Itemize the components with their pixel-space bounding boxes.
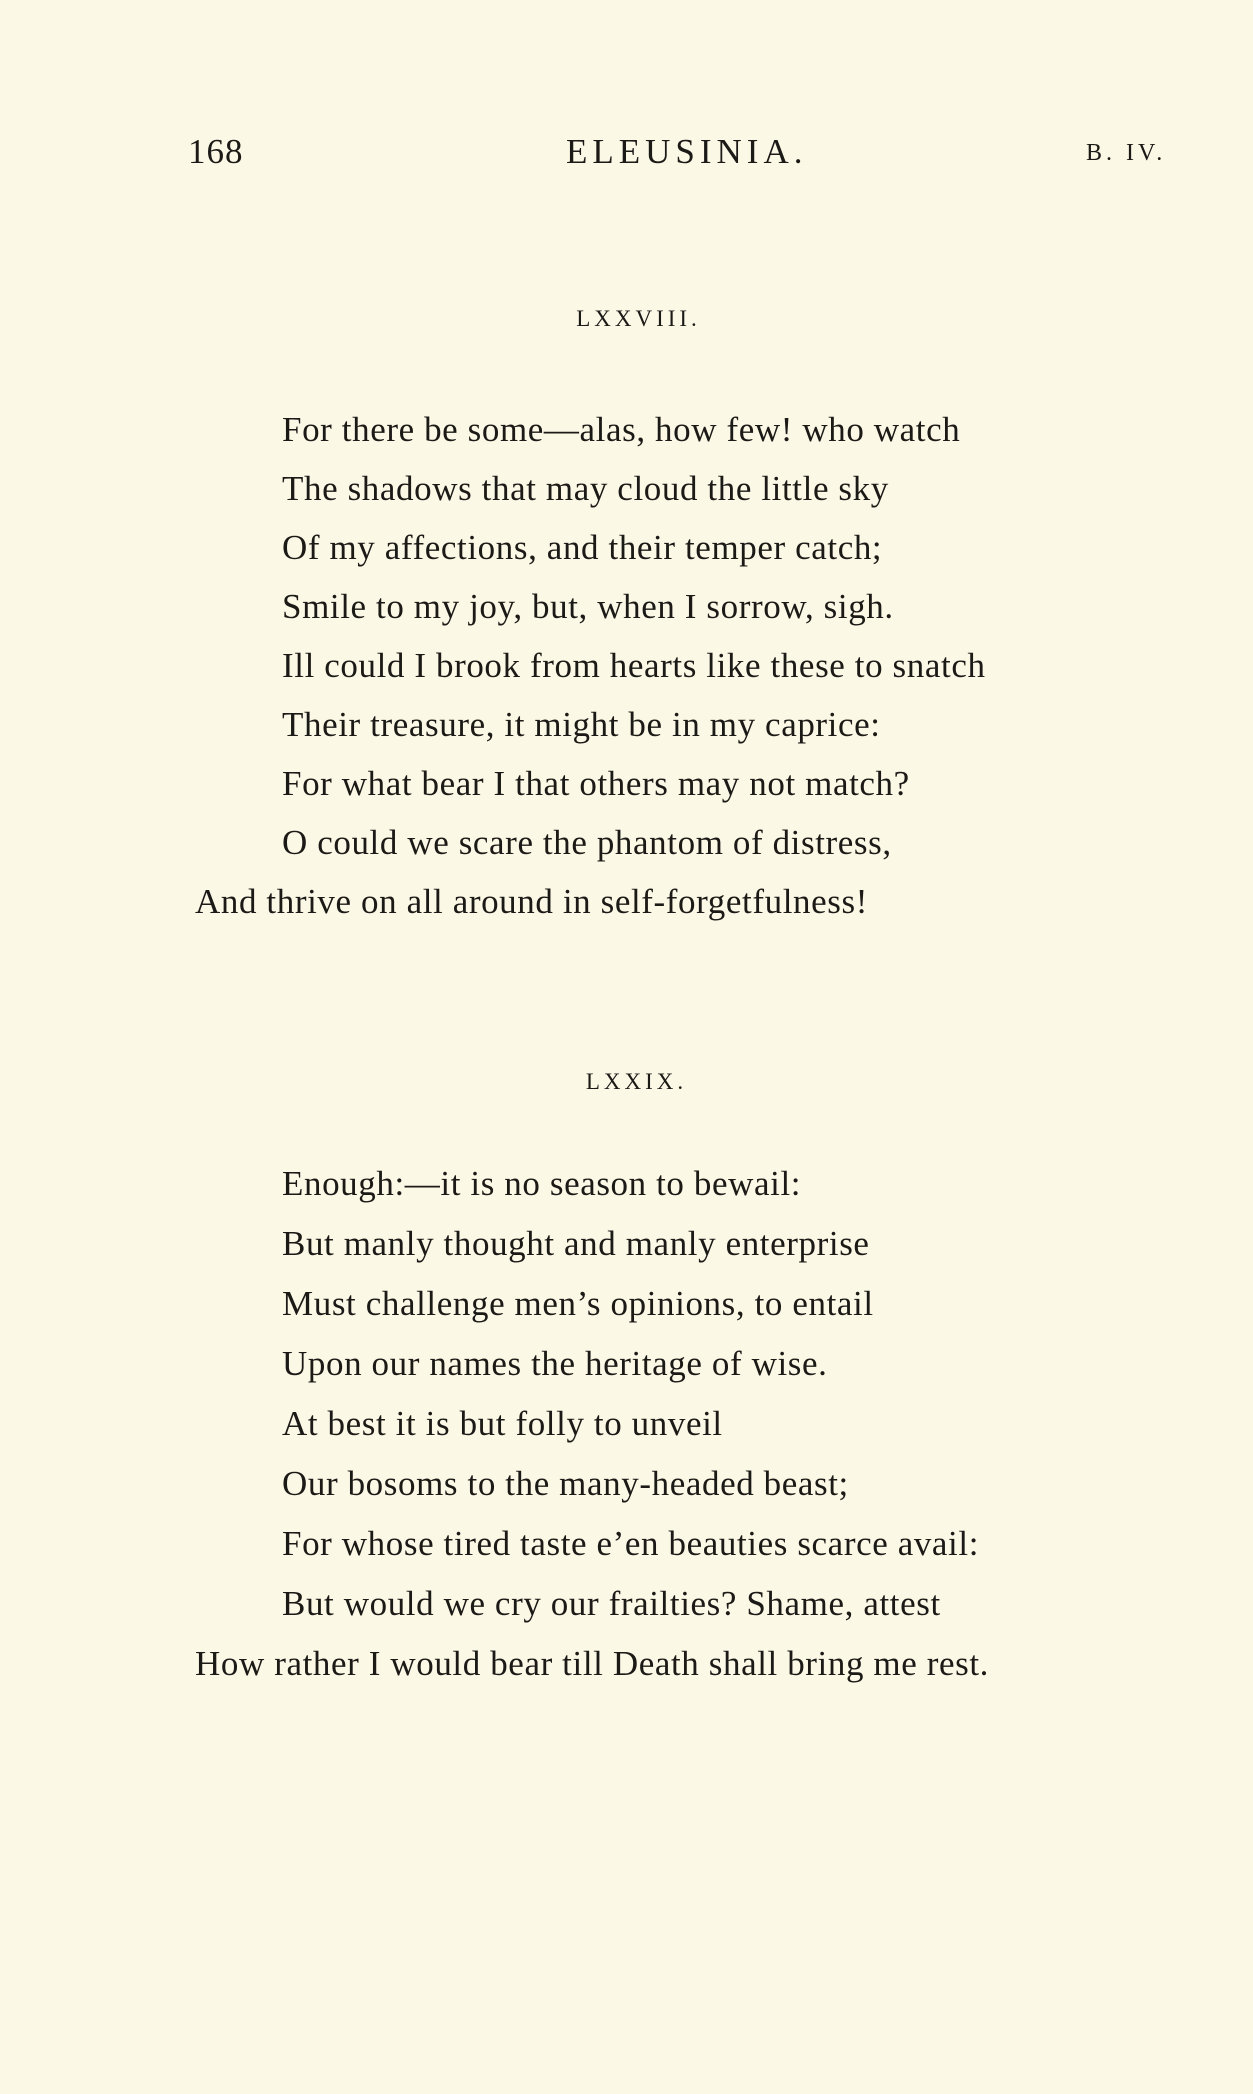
- running-head: [0, 132, 1253, 182]
- verse-line: And thrive on all around in self-forgetfulness!: [195, 882, 868, 921]
- verse-line: Ill could I brook from hearts like these to snatch: [282, 646, 986, 685]
- page-number: 168: [188, 132, 244, 171]
- verse-line: At best it is but folly to unveil: [282, 1404, 723, 1443]
- verse-line: Enough:—it is no season to bewail:: [282, 1164, 802, 1203]
- verse-line: But would we cry our frailties? Shame, attest: [282, 1584, 941, 1623]
- verse-line: Our bosoms to the many-headed beast;: [282, 1464, 849, 1503]
- verse-line: The shadows that may cloud the little sky: [282, 469, 889, 508]
- verse-line: But manly thought and manly enterprise: [282, 1224, 870, 1263]
- verse-line: Of my affections, and their temper catch;: [282, 528, 883, 567]
- book-part-label: B. IV.: [1086, 140, 1167, 166]
- verse-line: For whose tired taste e’en beauties scarce avail:: [282, 1524, 980, 1563]
- verse-line: How rather I would bear till Death shall bring me rest.: [195, 1644, 990, 1683]
- verse-line: For what bear I that others may not match?: [282, 764, 910, 803]
- verse-line: Must challenge men’s opinions, to entail: [282, 1284, 874, 1323]
- stanza-number: LXXVIII.: [576, 306, 701, 331]
- verse-line: Their treasure, it might be in my caprice:: [282, 705, 881, 744]
- verse-line: Smile to my joy, but, when I sorrow, sigh.: [282, 587, 894, 626]
- stanza-number: LXXIX.: [585, 1069, 688, 1094]
- verse-line: Upon our names the heritage of wise.: [282, 1344, 828, 1383]
- running-title: ELEUSINIA.: [566, 132, 808, 171]
- verse-line: O could we scare the phantom of distress,: [282, 823, 892, 862]
- verse-line: For there be some—alas, how few! who watch: [282, 410, 961, 449]
